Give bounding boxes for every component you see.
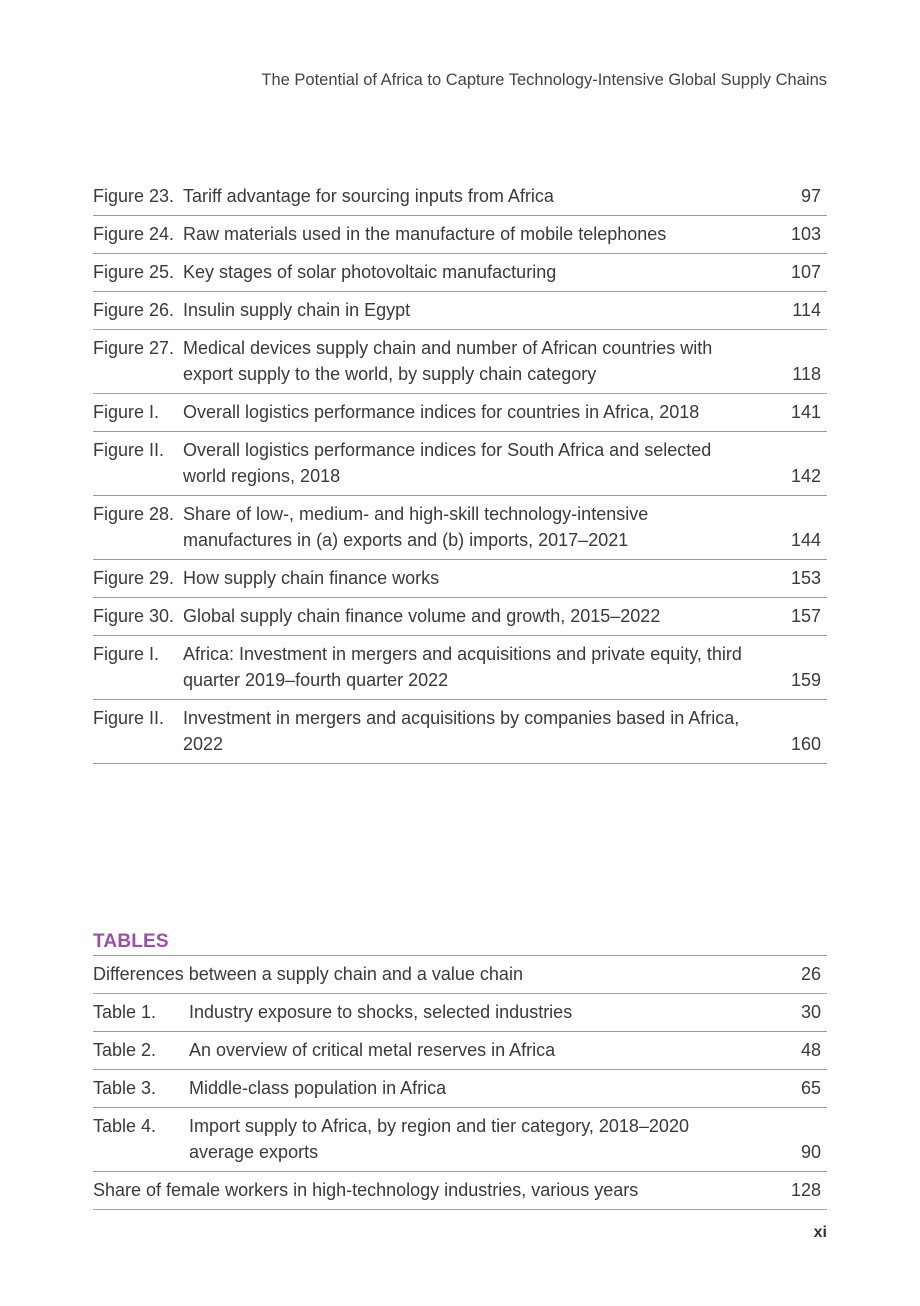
page-ref: 141	[790, 402, 821, 422]
figure-label: Figure II.	[93, 440, 165, 460]
list-item[interactable]	[93, 700, 827, 764]
figure-title: Africa: Investment in mergers and acquisitions and private equity, third quarter 2019–fourth quarter 2022	[183, 644, 742, 690]
list-item[interactable]	[93, 636, 827, 700]
table-label: Table 2.	[93, 1040, 157, 1060]
table-title: Middle-class population in Africa	[189, 1078, 447, 1098]
list-item[interactable]	[93, 1070, 827, 1108]
page-ref: 160	[790, 734, 821, 754]
figure-title: Medical devices supply chain and number of African countries with export supply to the world, by supply chain category	[183, 338, 713, 384]
page-ref: 118	[792, 364, 821, 384]
page-ref: 144	[790, 530, 821, 550]
list-item[interactable]	[93, 1172, 827, 1210]
list-item[interactable]	[93, 254, 827, 292]
list-item[interactable]	[93, 394, 827, 432]
page-ref: 26	[800, 964, 821, 984]
page-ref: 114	[792, 300, 821, 320]
page-ref: 65	[800, 1078, 821, 1098]
tables-list	[93, 955, 827, 1210]
list-item[interactable]	[93, 330, 827, 394]
list-item[interactable]	[93, 432, 827, 496]
figure-title: Investment in mergers and acquisitions by companies based in Africa, 2022	[183, 708, 740, 754]
figure-title: Key stages of solar photovoltaic manufacturing	[183, 262, 557, 282]
figure-label: Figure I.	[93, 644, 160, 664]
figure-title: Overall logistics performance indices for countries in Africa, 2018	[183, 402, 700, 422]
table-title: Share of female workers in high-technology industries, various years	[93, 1180, 639, 1200]
figure-title: Share of low-, medium- and high-skill technology-intensive manufactures in (a) exports and (b) imports, 2017–2021	[183, 504, 649, 550]
page-number: xi	[813, 1224, 827, 1241]
tables-heading: TABLES	[93, 931, 169, 952]
list-item[interactable]	[93, 292, 827, 330]
figure-title: Raw materials used in the manufacture of mobile telephones	[183, 224, 667, 244]
list-item[interactable]	[93, 1108, 827, 1172]
list-item[interactable]	[93, 496, 827, 560]
page-ref: 142	[790, 466, 821, 486]
page-ref: 30	[800, 1002, 821, 1022]
figure-label: Figure 27.	[93, 338, 175, 358]
list-item[interactable]	[93, 216, 827, 254]
page-ref: 159	[790, 670, 821, 690]
figure-label: Figure 30.	[93, 606, 175, 626]
table-label: Table 4.	[93, 1116, 157, 1136]
figure-title: Global supply chain finance volume and growth, 2015–2022	[183, 606, 661, 626]
table-title: Differences between a supply chain and a value chain	[93, 964, 523, 984]
figure-title: Insulin supply chain in Egypt	[183, 300, 411, 320]
page-ref: 128	[790, 1180, 821, 1200]
page-ref: 48	[800, 1040, 821, 1060]
figure-label: Figure 25.	[93, 262, 175, 282]
table-title: Import supply to Africa, by region and tier category, 2018–2020 average exports	[189, 1116, 689, 1162]
figure-title: Overall logistics performance indices for South Africa and selected world regions, 2018	[183, 440, 712, 486]
list-item[interactable]	[93, 178, 827, 216]
table-title: Industry exposure to shocks, selected industries	[189, 1002, 573, 1022]
running-header: The Potential of Africa to Capture Technology-Intensive Global Supply Chains	[261, 71, 827, 89]
page-ref: 103	[790, 224, 821, 244]
page-ref: 107	[790, 262, 821, 282]
figures-list	[93, 178, 827, 764]
figure-label: Figure 29.	[93, 568, 175, 588]
figure-label: Figure II.	[93, 708, 165, 728]
figure-label: Figure I.	[93, 402, 160, 422]
figure-title: How supply chain finance works	[183, 568, 440, 588]
table-label: Table 1.	[93, 1002, 157, 1022]
list-item[interactable]	[93, 956, 827, 994]
table-title: An overview of critical metal reserves in Africa	[189, 1040, 556, 1060]
page-ref: 157	[790, 606, 821, 626]
figure-label: Figure 24.	[93, 224, 175, 244]
page-ref: 97	[800, 186, 821, 206]
table-label: Table 3.	[93, 1078, 157, 1098]
figure-label: Figure 26.	[93, 300, 175, 320]
page-ref: 153	[790, 568, 821, 588]
figure-title: Tariff advantage for sourcing inputs from Africa	[183, 186, 554, 206]
figure-label: Figure 23.	[93, 186, 175, 206]
figure-label: Figure 28.	[93, 504, 175, 524]
page-ref: 90	[800, 1142, 821, 1162]
list-item[interactable]	[93, 560, 827, 598]
list-item[interactable]	[93, 994, 827, 1032]
list-item[interactable]	[93, 598, 827, 636]
list-item[interactable]	[93, 1032, 827, 1070]
